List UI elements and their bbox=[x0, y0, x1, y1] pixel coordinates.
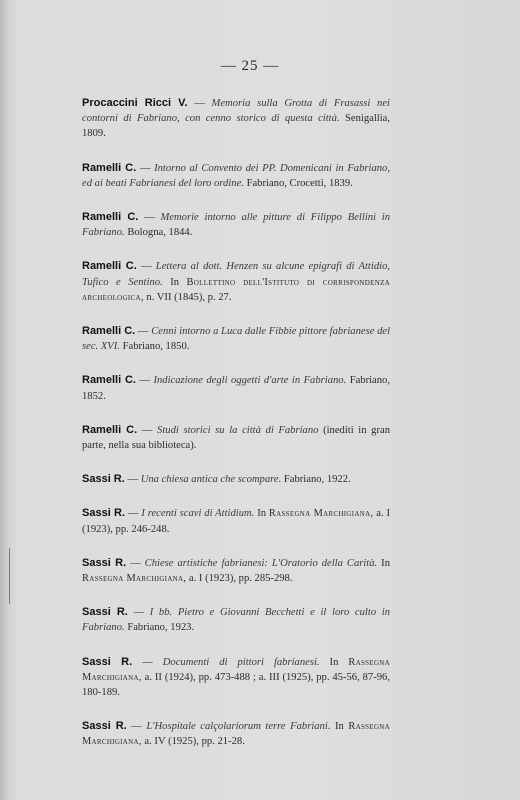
entry-author: Ramelli C. bbox=[82, 260, 137, 273]
entry-publication: Senigallia, 1809. bbox=[82, 113, 390, 140]
bibliography-entry bbox=[82, 373, 390, 403]
entry-author: Procaccini Ricci V. bbox=[82, 97, 188, 109]
entry-publication: Fabriano, 1852. bbox=[82, 375, 390, 402]
entry-title: Studi storici su la città di Fabriano bbox=[157, 424, 319, 436]
entry-separator: — bbox=[126, 557, 145, 569]
bibliography-entry bbox=[82, 605, 390, 635]
entry-separator: — bbox=[187, 98, 212, 109]
entry-author: Sassi R. bbox=[82, 606, 128, 619]
entry-journal: Rassegna Marchigiana, bbox=[82, 721, 391, 748]
entry-publication-details: a. I (1923), pp. 246-248. bbox=[82, 508, 391, 535]
bibliography-entry bbox=[82, 259, 390, 305]
entry-separator: — bbox=[135, 326, 152, 338]
entry-journal: Rassegna Marchigiana, bbox=[268, 508, 374, 520]
entry-author: Ramelli C. bbox=[82, 211, 139, 224]
entry-publication: (inediti in gran parte, nella sua biblioteca). bbox=[82, 424, 390, 452]
entry-publication: In bbox=[319, 656, 349, 668]
entry-separator: — bbox=[138, 212, 161, 224]
entry-author: Ramelli C. bbox=[82, 161, 137, 174]
margin-pencil-mark bbox=[9, 548, 10, 604]
entry-separator: — bbox=[127, 607, 150, 619]
entry-publication-details: a. II (1924), pp. 473-488 ; a. III (1925), pp. 45-56, 87-96, 180-189. bbox=[82, 671, 390, 699]
bibliography-entry bbox=[82, 655, 390, 701]
entry-author: Sassi R. bbox=[82, 507, 126, 520]
entry-separator: — bbox=[124, 474, 141, 486]
bibliography-entry bbox=[82, 719, 390, 749]
entry-separator: — bbox=[136, 261, 156, 273]
entry-separator: — bbox=[132, 656, 163, 668]
entry-separator: — bbox=[136, 162, 155, 174]
bibliography-list bbox=[82, 96, 390, 769]
entry-publication: Fabriano, 1922. bbox=[281, 474, 351, 486]
entry-publication: In bbox=[162, 276, 187, 288]
entry-author: Ramelli C. bbox=[82, 423, 138, 436]
bibliography-entry bbox=[82, 472, 390, 487]
entry-publication-details: a. IV (1925), pp. 21-28. bbox=[141, 736, 245, 748]
bibliography-entry bbox=[82, 161, 390, 191]
entry-publication: Fabriano, 1850. bbox=[119, 341, 190, 353]
entry-author: Ramelli C. bbox=[82, 374, 136, 387]
entry-title: I bb. Pietro e Giovanni Becchetti e il loro culto in Fabriano. bbox=[82, 607, 391, 634]
entry-publication: In bbox=[254, 508, 269, 520]
entry-title: Indicazione degli oggetti d'arte in Fabriano. bbox=[153, 375, 347, 387]
entry-journal: Bollettino dell'Istituto di corrispondenza archeologica, bbox=[82, 276, 391, 303]
entry-author: Sassi R. bbox=[82, 720, 127, 733]
entry-separator: — bbox=[137, 424, 158, 436]
entry-title: I recenti scavi di Attidium. bbox=[141, 508, 255, 520]
entry-journal: Rassegna Marchigiana, bbox=[82, 656, 391, 683]
entry-separator: — bbox=[126, 721, 147, 733]
entry-publication: In bbox=[330, 721, 349, 733]
entry-publication-details: n. VII (1845), p. 27. bbox=[143, 291, 232, 303]
entry-publication: In bbox=[377, 557, 390, 569]
entry-title: Cenni intorno a Luca dalle Fibbie pittore fabrianese del sec. XVI. bbox=[82, 326, 391, 353]
entry-separator: — bbox=[125, 508, 142, 520]
entry-title: Lettera al dott. Henzen su alcune epigrafi di Attidio, Tufico e Sentino. bbox=[82, 261, 391, 288]
entry-title: Documenti di pittori fabrianesi. bbox=[162, 656, 320, 668]
bibliography-entry bbox=[82, 96, 390, 142]
bibliography-entry bbox=[82, 556, 390, 586]
bibliography-entry bbox=[82, 423, 390, 453]
entry-publication: Bologna, 1844. bbox=[124, 227, 193, 239]
bibliography-entry bbox=[82, 506, 390, 536]
entry-author: Sassi R. bbox=[82, 556, 127, 569]
entry-title: Memoria sulla Grotta di Frasassi nei contorni di Fabriano, con cenno storico di questa città. bbox=[82, 98, 390, 125]
bibliography-entry bbox=[82, 210, 390, 240]
entry-separator: — bbox=[135, 375, 154, 387]
bibliography-entry bbox=[82, 324, 390, 354]
page-gutter-shadow bbox=[0, 0, 8, 800]
entry-journal: Rassegna Marchigiana, bbox=[82, 573, 187, 585]
page-number: — 25 — bbox=[220, 58, 280, 74]
entry-author: Sassi R. bbox=[82, 473, 125, 486]
entry-publication: Fabriano, Crocetti, 1839. bbox=[243, 177, 353, 189]
entry-publication: Fabriano, 1923. bbox=[124, 622, 195, 634]
entry-title: Intorno al Convento dei PP. Domenicani in Fabriano, ed ai beati Fabrianesi del loro ordine. bbox=[82, 162, 391, 189]
entry-title: L'Hospitale calçolariorum terre Fabriani. bbox=[146, 721, 331, 733]
entry-publication-details: a. I (1923), pp. 285-298. bbox=[186, 573, 293, 585]
entry-title: Una chiesa antica che scompare. bbox=[140, 474, 282, 486]
entry-author: Ramelli C. bbox=[82, 325, 136, 338]
entry-author: Sassi R. bbox=[82, 655, 133, 668]
entry-title: Memorie intorno alle pitture di Filippo Bellini in Fabriano. bbox=[82, 212, 391, 239]
entry-title: Chiese artistiche fabrianesi: L'Oratorio della Carità. bbox=[144, 557, 378, 569]
